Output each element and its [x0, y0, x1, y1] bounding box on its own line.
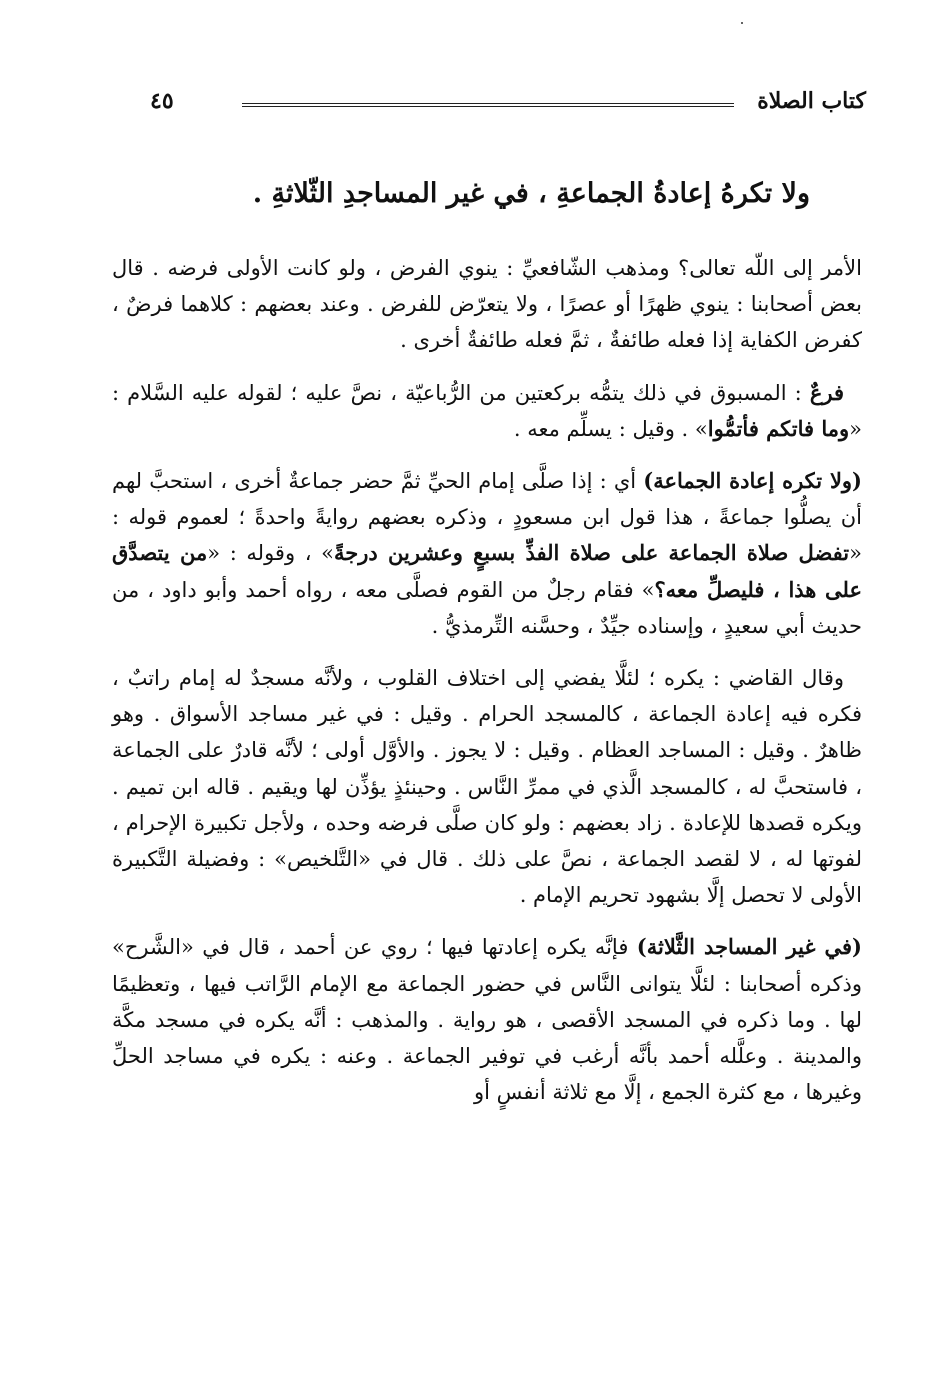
paragraph-3-text-a: أي : إذا صلَّى إمام الحيِّ ثمَّ حضر جماعةٌ أخرى ، استحبَّ لهم أن يصلُّوا جماعةً ، هذا قول ابن مسعودٍ ، وذكره بعضهم روايةً واحدةً ؛ لعموم قوله : «: [112, 469, 862, 566]
matn-heading: ولا تكرهُ إعادةُ الجماعةِ ، في غير المساجدِ الثّلاثةِ .: [252, 178, 810, 209]
paragraph-1: [112, 250, 862, 359]
paragraph-3-hadith-2: من يتصدَّق على هذا ، فليصلِّ معه؟: [112, 540, 862, 602]
paragraph-5-text: فإنَّه يكره إعادتها فيها ؛ روي عن أحمد ، قال في «الشَّرح» وذكره أصحابنا : لئلَّا يتوانى النَّاس في حضور الجماعة مع الإمام الرَّاتب فيها ، وتعظيمًا لها . وما ذكره في المسجد الأقصى ، هو رواية . والمذهب : أنَّه يكره في مسجد مكَّة والمدينة . وعلَّله أحمد بأنَّه أرغب في توفير الجماعة . وعنه : يكره في مساجد الحلِّ وغيرها ، مع كثرة الجمع ، إلَّا مع ثلاثة أنفسٍ أو: [112, 935, 862, 1105]
book-title: كتاب الصلاة: [757, 88, 866, 114]
paragraph-2: [112, 375, 862, 447]
running-header: [150, 86, 866, 118]
paragraph-4: [112, 660, 862, 913]
paragraph-2-lead: فرعٌ: [809, 379, 844, 405]
paragraph-4-text: وقال القاضي : يكره ؛ لئلَّا يفضي إلى اختلاف القلوب ، ولأنَّه مسجدٌ له إمام راتبٌ ، فكره فيه إعادة الجماعة ، كالمسجد الحرام . وقيل : في غير مساجد الأسواق . وهو ظاهرٌ . وقيل : المساجد العظام . وقيل : لا يجوز . والأوَّل أولى ؛ لأنَّه قادرٌ على الجماعة ، فاستحبَّ له ، كالمسجد الَّذي في ممرِّ النَّاس . وحينئذٍ يؤذِّن لها ويقيم . قاله ابن تميم . ويكره قصدها للإعادة . زاد بعضهم : ولو كان صلَّى فرضه وحده ، ولأجل تكبيرة الإحرام ، لفوتها له ، لا لقصد الجماعة ، نصَّ على ذلك . قال في «التَّلخيص» : وفضيلة التَّكبيرة الأولى لا تحصل إلَّا بشهود تحريم الإمام .: [112, 666, 862, 908]
header-rule: [242, 103, 734, 107]
paragraph-2-text-b: » . وقيل : يسلِّم معه .: [513, 416, 708, 441]
paragraph-1-text: الأمر إلى اللّه تعالى؟ ومذهب الشّافعيِّ : ينوي الفرض ، ولو كانت الأولى فرضه . قال بعض أصحابنا : ينوي ظهرًا أو عصرًا ، ولا يتعرّض للفرض . وعند بعضهم : كلاهما فرضٌ ، كفرض الكفاية إذا فعله طائفةٌ ، ثمَّ فعله طائفةٌ أخرى .: [112, 256, 862, 353]
paragraph-2-quote: وما فاتكم فأتمُّوا: [707, 415, 850, 441]
paragraph-5: [112, 929, 862, 1110]
paragraph-3-text-b: » ، وقوله : «: [207, 541, 335, 566]
paragraph-2-text-a: : المسبوق في ذلك يتمُّه بركعتين من الرُّباعيّة ، نصَّ عليه ؛ لقوله عليه السَّلام : «: [112, 380, 862, 441]
page-number: ٤٥: [150, 88, 174, 114]
paragraph-3: [112, 463, 862, 644]
paragraph-3-lead: (ولا تكره إعادة الجماعة): [643, 468, 862, 494]
paragraph-3-hadith-1: تفضل صلاة الجماعة على صلاة الفذِّ بسبعٍ وعشرين درجةً: [334, 540, 850, 566]
paragraph-3-text-c: » فقام رجلٌ من القوم فصلَّى معه ، رواه أحمد وأبو داود ، من حديث أبي سعيدٍ ، وإسناده جيِّدٌ ، وحسَّنه التِّرمذيُّ .: [112, 577, 862, 638]
commentary-body: [112, 250, 862, 1126]
paragraph-5-lead: (في غير المساجد الثَّلاثة): [636, 934, 862, 960]
page-speck: [741, 22, 743, 24]
